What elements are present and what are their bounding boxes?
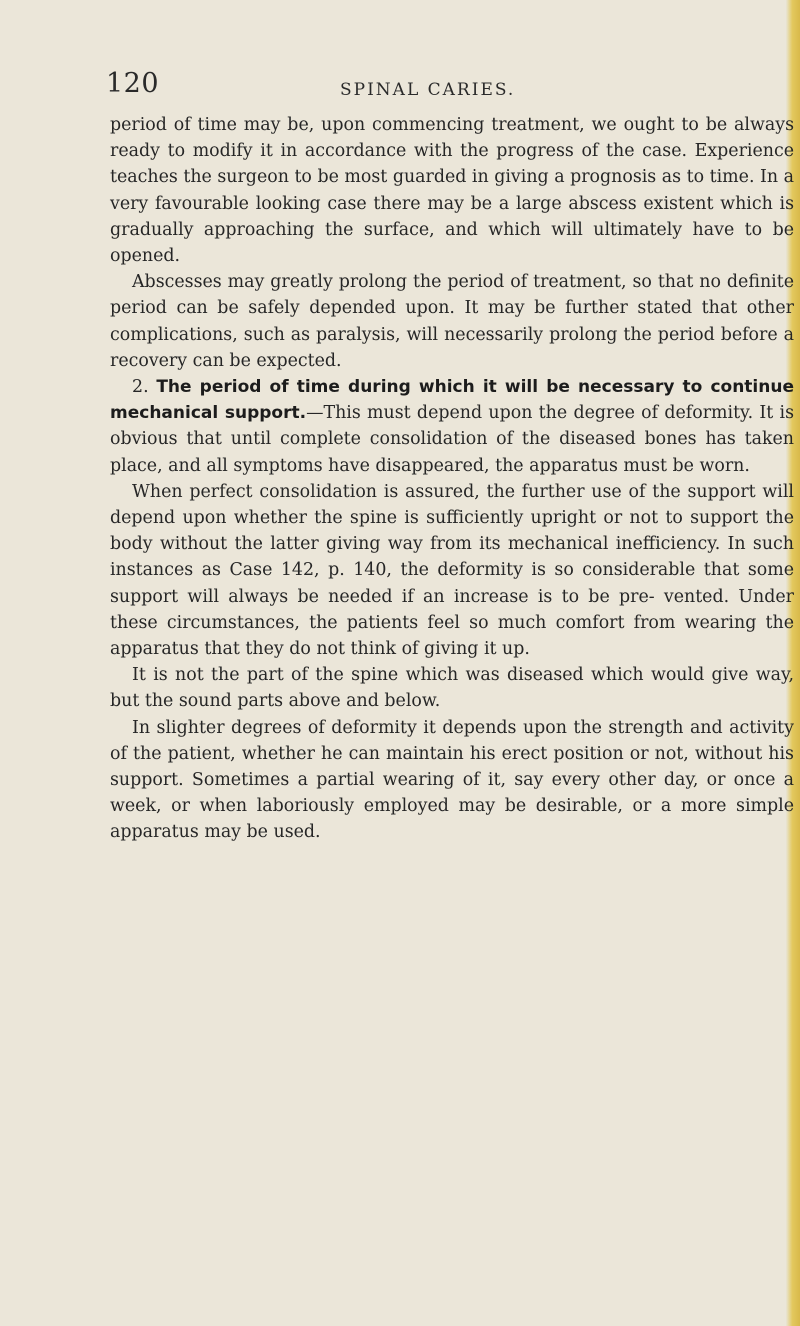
section-title: SPINAL CARIES.: [340, 80, 516, 100]
paragraph-5: [110, 662, 794, 714]
paragraph-3-text: —This must depend upon the degree of deformity. It is obvious that until complete consolidation of the diseased bones has taken place, and all symptoms have disappeared, the apparatus must be worn.: [110, 403, 795, 476]
paragraph-3-lead: 2.: [132, 377, 157, 398]
paragraph-1: [110, 112, 794, 269]
paragraph-6: [110, 715, 794, 846]
paragraph-5-text: It is not the part of the spine which was diseased which would give way, but the sound parts above and below.: [110, 665, 794, 712]
page-number: 120: [106, 68, 160, 99]
body-text: [110, 112, 794, 846]
running-head: [106, 68, 794, 106]
paragraph-3: [110, 374, 794, 479]
paragraph-2: [110, 269, 794, 374]
paragraph-6-text: In slighter degrees of deformity it depends upon the strength and activity of the patient, whether he can maintain his erect position or not, without his support. Sometimes a partial wearing of it, say every other day, or once a week, or when laboriously employed may be desirable, or a more simple apparatus may be used.: [110, 717, 794, 843]
paragraph-4-text: When perfect consolidation is assured, the further use of the support will depend upon whether the spine is sufficiently upright or not to support the body without the latter giving way from its mechanical inefficiency. In such instances as Case 142, p. 140, the deformity is so considerable that some support will always be needed if an increase is to be pre- vented. Under these circumstances, the patients feel so much comfort from wearing the apparatus that they do not think of giving it up.: [110, 481, 794, 660]
paragraph-1-text: period of time may be, upon commencing treatment, we ought to be always ready to modify it in accordance with the progress of the case. Experience teaches the surgeon to be most guarded in giving a prognosis as to time. In a very favourable looking case there may be a large abscess existent which is gradually approaching the surface, and which will ultimately have to be opened.: [110, 115, 794, 267]
paragraph-2-text: Abscesses may greatly prolong the period of treatment, so that no definite period can be safely depended upon. It may be further stated that other complications, such as paralysis, will necessarily prolong the period before a recovery can be expected.: [110, 272, 794, 371]
section-heading: The period of time during which it will be necessary to continue mechanical support.: [110, 377, 794, 424]
paragraph-4: [110, 479, 794, 662]
